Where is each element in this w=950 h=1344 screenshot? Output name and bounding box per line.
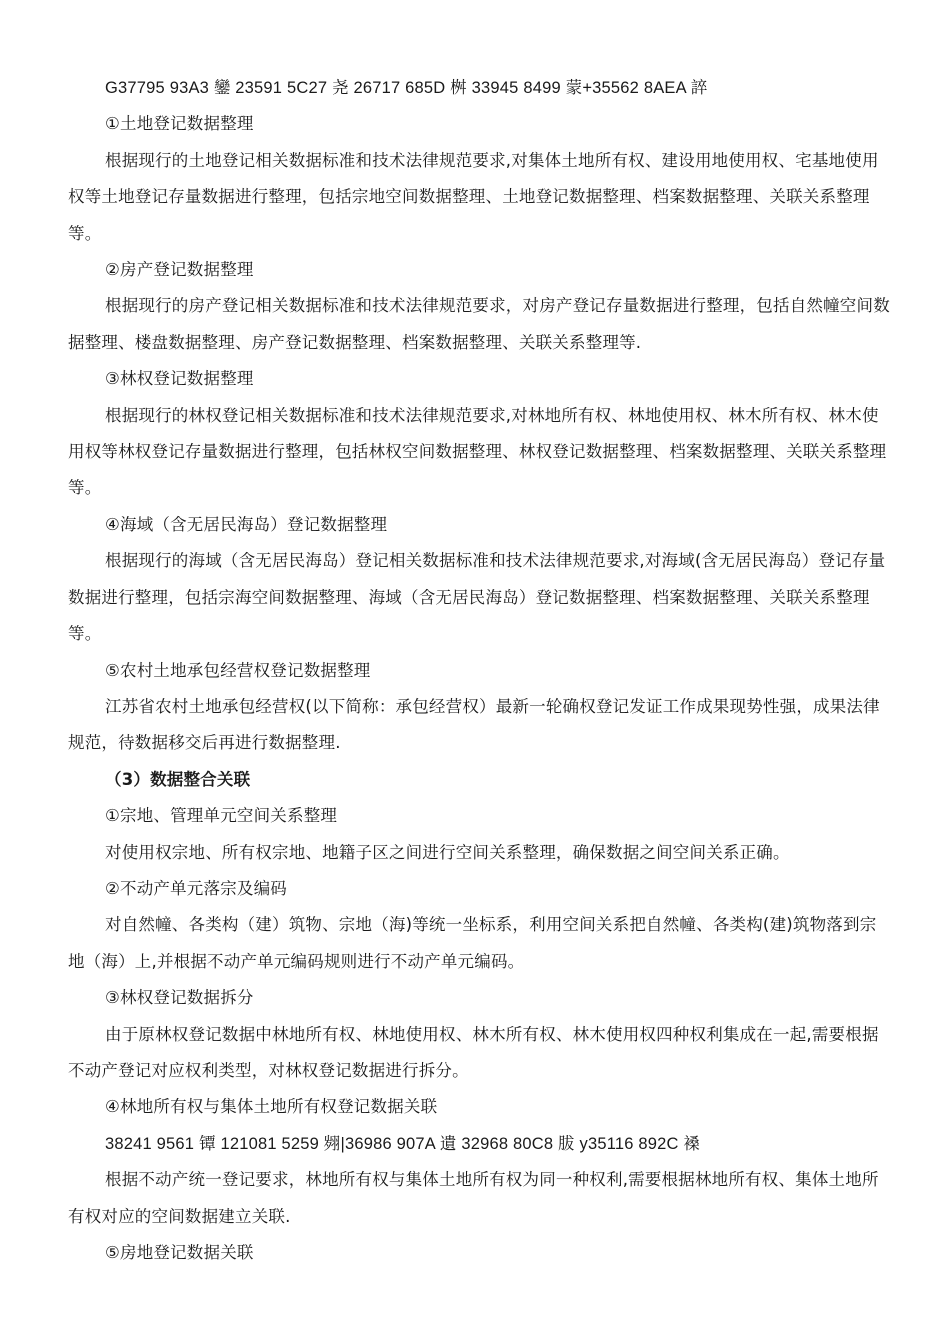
paragraph-forest-split: 由于原林权登记数据中林地所有权、林地使用权、林木所有权、林木使用权四种权利集成在一起,需要根据不动产登记对应权利类型，对林权登记数据进行拆分。 xyxy=(68,1024,879,1080)
section-heading-sea-registration: ④海域（含无居民海岛）登记数据整理 xyxy=(105,514,388,534)
section-heading-forest-split: ③林权登记数据拆分 xyxy=(105,988,254,1008)
paragraph-contract-registration: 江苏省农村土地承包经营权(以下简称：承包经营权）最新一轮确权登记发证工作成果现势性强，成果法律规范，待数据移交后再进行数据整理. xyxy=(68,696,880,753)
garbled-code-line-2: 38241 9561 镡 121081 5259 翙|36986 907A 遺 32968 80C8 胈 y35116 892C 褬 xyxy=(105,1134,701,1153)
section-heading-forest-land-link: ④林地所有权与集体土地所有权登记数据关联 xyxy=(105,1097,438,1117)
garbled-code-line: G37795 93A3 鑾 23591 5C27 尧 26717 685D 桝 33945 8499 蒙+35562 8AEA 誶 xyxy=(105,79,708,97)
paragraph-house-registration: 根据现行的房产登记相关数据标准和技术法律规范要求，对房产登记存量数据进行整理，包括自然幢空间数据整理、楼盘数据整理、房产登记数据整理、档案数据整理、关联关系整理等. xyxy=(68,296,890,352)
section-heading-house-land-link: ⑤房地登记数据关联 xyxy=(105,1243,254,1262)
section-heading-house-registration: ②房产登记数据整理 xyxy=(105,260,254,280)
subsection-title-data-integration: （3）数据整合关联 xyxy=(105,769,251,789)
paragraph-sea-registration: 根据现行的海域（含无居民海岛）登记相关数据标准和技术法律规范要求,对海域(含无居民海岛）登记存量数据进行整理，包括宗海空间数据整理、海域（含无居民海岛）登记数据整理、档案数据整理、关联关系整理等。 xyxy=(68,551,886,644)
section-heading-unit-coding: ②不动产单元落宗及编码 xyxy=(105,878,287,898)
document-page xyxy=(68,70,890,1271)
paragraph-land-registration: 根据现行的土地登记相关数据标准和技术法律规范要求,对集体土地所有权、建设用地使用权、宅基地使用权等土地登记存量数据进行整理，包括宗地空间数据整理、土地登记数据整理、档案数据整理、关联关系整理等。 xyxy=(68,150,879,243)
paragraph-unit-coding: 对自然幢、各类构（建）筑物、宗地（海)等统一坐标系，利用空间关系把自然幢、各类构(建)筑物落到宗地（海）上,并根据不动产单元编码规则进行不动产单元编码。 xyxy=(68,915,877,971)
section-heading-parcel-spatial: ①宗地、管理单元空间关系整理 xyxy=(105,806,338,826)
section-heading-land-registration: ①土地登记数据整理 xyxy=(105,114,254,134)
paragraph-forest-land-link: 根据不动产统一登记要求，林地所有权与集体土地所有权为同一种权利,需要根据林地所有权、集体土地所有权对应的空间数据建立关联. xyxy=(68,1170,879,1226)
paragraph-forest-registration: 根据现行的林权登记相关数据标准和技术法律规范要求,对林地所有权、林地使用权、林木所有权、林木使用权等林权登记存量数据进行整理，包括林权空间数据整理、林权登记数据整理、档案数据整理、关联关系整理等。 xyxy=(68,405,887,498)
paragraph-parcel-spatial: 对使用权宗地、所有权宗地、地籍子区之间进行空间关系整理，确保数据之间空间关系正确。 xyxy=(105,842,790,862)
section-heading-contract-registration: ⑤农村土地承包经营权登记数据整理 xyxy=(105,660,371,680)
section-heading-forest-registration: ③林权登记数据整理 xyxy=(105,369,254,389)
